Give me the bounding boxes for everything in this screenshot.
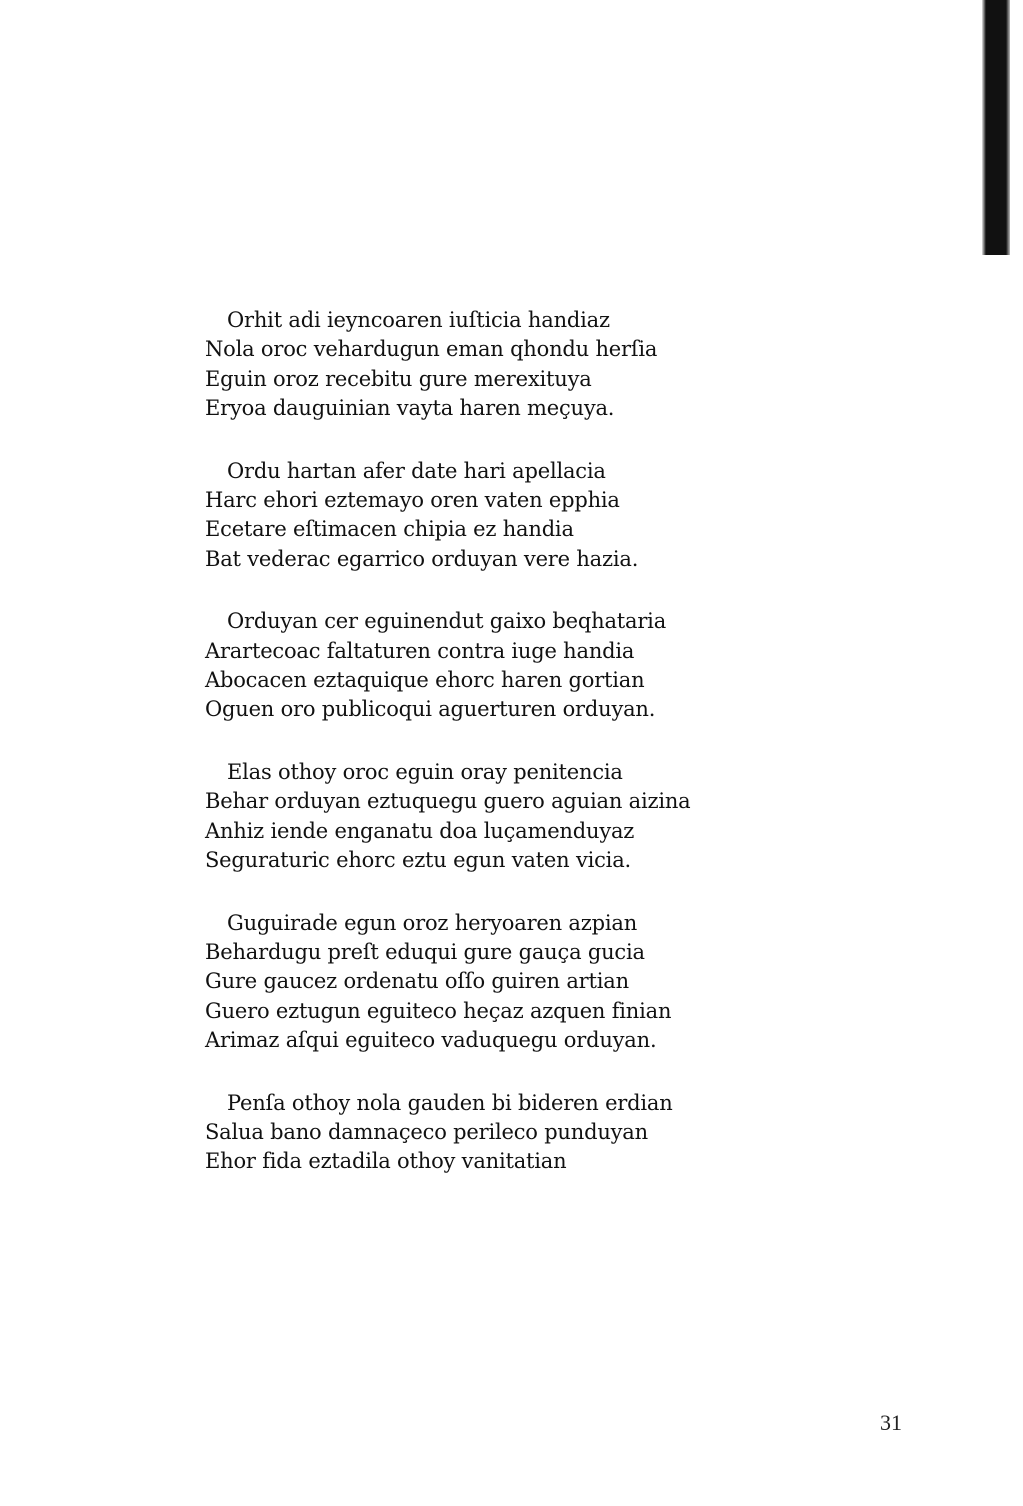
poem-line: Abocacen eztaquique ehorc haren gortian [205,668,645,693]
poem-line: Salua bano damnaçeco perileco punduyan [205,1119,648,1144]
poem-line: Harc ehori eztemayo oren vaten epphia [205,488,620,513]
poem-line: Seguraturic ehorc eztu egun vaten vicia. [205,848,631,873]
poem-line: Gure gaucez ordenatu oſſo guiren artian [205,969,629,994]
poem-line: Orduyan cer eguinendut gaixo beqhataria [227,609,667,634]
stanza-3 [205,607,765,725]
poem-line: Oguen oro publicoqui aguerturen orduyan. [205,697,656,722]
poem-line: Arimaz aſqui eguiteco vaduquegu orduyan. [205,1028,657,1053]
poem-text [205,306,765,1210]
poem-line: Nola oroc vehardugun eman qhondu herſia [205,337,658,362]
poem-line: Eryoa dauguinian vayta haren meçuya. [205,396,615,421]
poem-line: Behardugu preſt eduqui gure gauça gucia [205,939,645,964]
poem-line: Ecetare eſtimacen chipia ez handia [205,517,574,542]
poem-line: Anhiz iende enganatu doa luçamenduyaz [205,818,635,843]
poem-line: Ehor fida eztadila othoy vanitatian [205,1149,567,1174]
poem-line: Orhit adi ieyncoaren iuſticia handiaz [227,308,610,332]
poem-line: Behar orduyan eztuquegu guero aguian aizina [205,789,691,814]
poem-line: Bat vederac egarrico orduyan vere hazia. [205,546,639,571]
poem-line: Ordu hartan afer date hari apellacia [227,458,606,483]
stanza-2 [205,457,765,575]
stanza-4 [205,758,765,876]
poem-line: Eguin oroz recebitu gure merexituya [205,366,592,391]
page-number: 31 [880,1410,902,1435]
poem-line: Elas othoy oroc eguin oray penitencia [227,759,623,784]
poem-line: Guguirade egun oroz heryoaren azpian [227,910,638,935]
stanza-5 [205,909,765,1056]
stanza-6 [205,1089,765,1177]
page-edge-scan-mark [982,0,1010,255]
poem-line: Penſa othoy nola gauden bi bideren erdian [227,1090,673,1115]
poem-line: Arartecoac faltaturen contra iuge handia [205,638,635,663]
poem-line: Guero eztugun eguiteco heçaz azquen finian [205,998,672,1023]
stanza-1 [205,306,765,424]
